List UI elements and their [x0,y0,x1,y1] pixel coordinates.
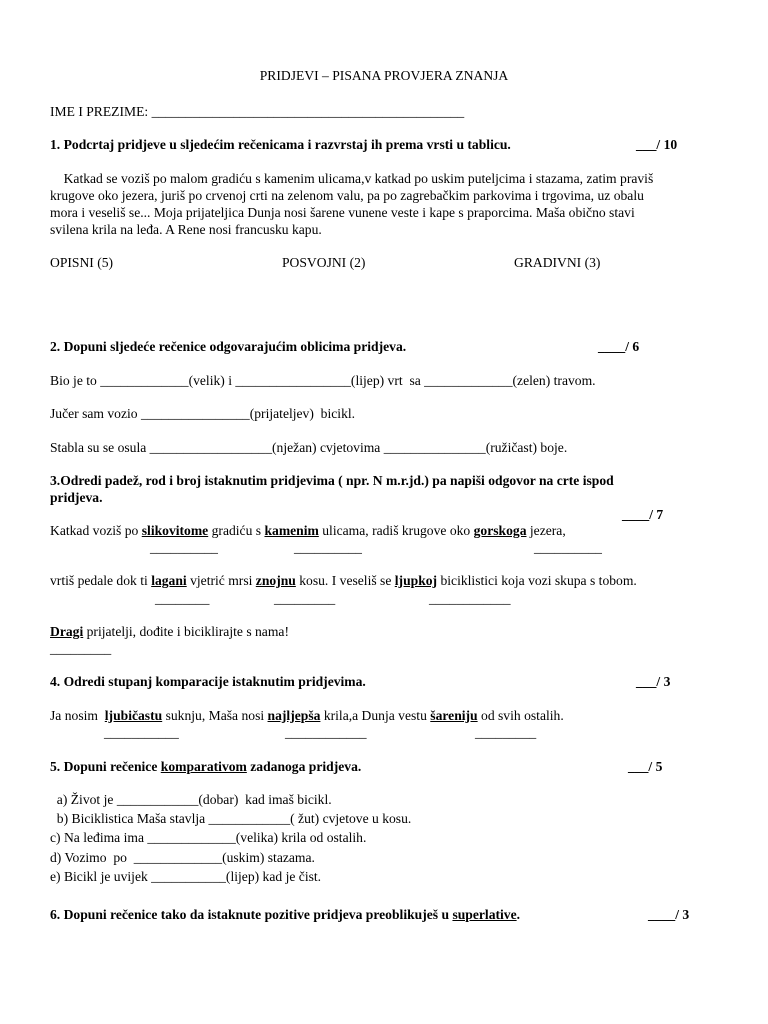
q5-item: b) Biciklistica Maša stavlja ____________( žut) cvjetove u kosu. [50,811,412,826]
q3-sentence-3: Dragi prijatelji, dođite i biciklirajte s nama! [50,624,289,639]
q5-item: e) Bicikl je uvijek ___________(lijep) kad je čist. [50,869,322,884]
q4-heading: 4. Odredi stupanj komparacije istaknutim pridjevima. [50,674,366,689]
q1-paragraph-line: mora i veseliš se... Moja prijateljica Dunja nosi šarene vunene veste i kape s praporcima. Maša obično stavi [50,205,635,220]
answer-blank[interactable]: ________ [155,591,210,606]
answer-blank[interactable]: ___________ [104,725,179,740]
q3-heading-cont: pridjeva. [50,490,103,505]
q2-heading: 2. Dopuni sljedeće rečenice odgovarajućim oblicima pridjeva. [50,339,407,354]
answer-blank[interactable]: _________ [50,641,112,656]
answer-blank[interactable]: __________ [294,540,362,555]
highlighted-adjective: najljepša [267,708,321,723]
q1-score: ___/ 10 [636,137,678,152]
q1-paragraph-line: krugove oko jezera, juriš po crvenoj crti na zelenom valu, pa po zagrebačkim parkovima i trgovima, uz obalu [50,188,644,203]
highlighted-adjective: gorskoga [473,523,527,538]
q1-paragraph-line: svilena krila na leđa. A Rene nosi francusku kapu. [50,222,322,237]
q2-score: ____/ 6 [598,339,640,354]
highlighted-adjective: šareniju [430,708,478,723]
answer-blank[interactable]: ____________ [285,725,367,740]
answer-blank[interactable]: _________ [274,591,336,606]
q2-line: Jučer sam vozio ________________(prijateljev) bicikl. [50,406,356,421]
q6-score: ____/ 3 [648,907,690,922]
answer-blank[interactable]: __________ [534,540,602,555]
highlighted-adjective: ljupkoj [394,573,438,588]
q5-item: d) Vozimo po _____________(uskim) stazama. [50,850,315,865]
column-opisni: OPISNI (5) [50,255,114,270]
q5-item: c) Na leđima ima _____________(velika) krila od ostalih. [50,830,367,845]
q4-sentence: Ja nosim ljubičastu suknju, Maša nosi najljepša krila,a Dunja vestu šareniju od svih ostalih. [50,708,564,723]
q6-heading: 6. Dopuni rečenice tako da istaknute pozitive pridjeva preoblikuješ u superlative. [50,907,521,922]
answer-blank[interactable]: __________ [150,540,218,555]
q3-sentence-2: vrtiš pedale dok ti lagani vjetrić mrsi znojnu kosu. I veseliš se ljupkoj biciklistici koja vozi skupa s tobom. [50,573,637,588]
highlighted-adjective: slikovitome [141,523,209,538]
highlighted-adjective: lagani [151,573,187,588]
q3-score: ____/ 7 [622,507,664,522]
name-line: IME I PREZIME: ______________________________________________ [50,104,465,119]
q4-score: ___/ 3 [636,674,671,689]
q3-sentence-1: Katkad voziš po slikovitome gradiću s kamenim ulicama, radiš krugove oko gorskoga jezera, [50,523,566,538]
page-title: PRIDJEVI – PISANA PROVJERA ZNANJA [259,68,509,83]
highlighted-adjective: znojnu [255,573,296,588]
q2-line: Bio je to _____________(velik) i _________________(lijep) vrt sa _____________(zelen) travom. [50,373,596,388]
answer-blank[interactable]: _________ [475,725,537,740]
column-gradivni: GRADIVNI (3) [514,255,601,270]
highlighted-adjective: ljubičastu [104,708,163,723]
q1-paragraph-line: Katkad se voziš po malom gradiću s kamenim ulicama,v katkad po uskim puteljcima i stazama, zatim praviš [50,171,654,186]
q3-heading: 3.Odredi padež, rod i broj istaknutim pridjevima ( npr. N m.r.jd.) pa napiši odgovor na crte ispod [50,473,614,488]
q1-heading: 1. Podcrtaj pridjeve u sljedećim rečenicama i razvrstaj ih prema vrsti u tablicu. [50,137,511,152]
highlighted-adjective: Dragi [50,624,84,639]
q5-item: a) Život je ____________(dobar) kad imaš bicikl. [50,792,332,807]
answer-blank[interactable]: ____________ [429,591,511,606]
q2-line: Stabla su se osula __________________(nježan) cvjetovima _______________(ružičast) boje. [50,440,568,455]
column-posvojni: POSVOJNI (2) [282,255,366,270]
highlighted-adjective: kamenim [264,523,319,538]
q5-heading: 5. Dopuni rečenice komparativom zadanoga pridjeva. [50,759,362,774]
q5-score: ___/ 5 [628,759,663,774]
